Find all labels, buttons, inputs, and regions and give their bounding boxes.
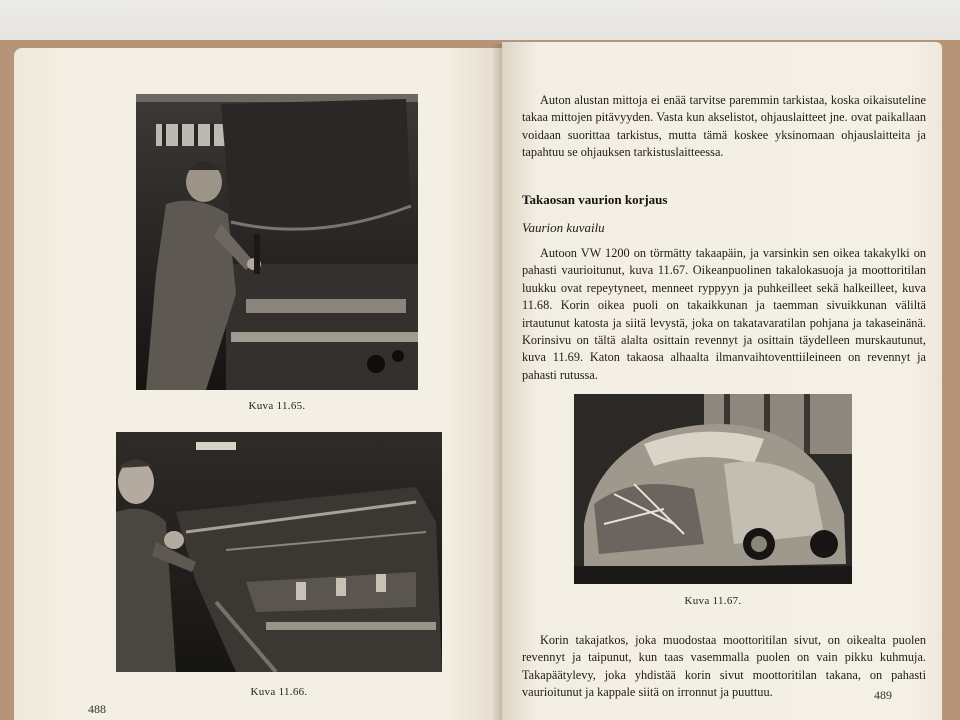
figure-caption: Kuva 11.65. [248, 400, 306, 412]
intro-paragraph-text: Auton alustan mittoja ei enää tarvitse paremmin tarkistaa, koska oikaisuteline takaa mittojen pitävyyden. Vasta kun akselistot, ohjauslaitteet jne. ovat paikallaan voidaan suorittaa tarkistus, mutta tämä koskee yksinomaan ohjauslaitteita ja tapahtuu se ohjauksen tarkistuslaitteessa. [522, 93, 926, 160]
figure-caption: Kuva 11.66. [250, 686, 308, 698]
page-number: 488 [88, 702, 106, 716]
closing-paragraph [522, 632, 926, 702]
figure-photo-11-66 [116, 432, 442, 672]
figure-caption: Kuva 11.67. [684, 595, 742, 607]
closing-paragraph-text: Korin takajatkos, joka muodostaa moottoritilan sivut, on oikealta puolen revennyt ja taipunut, kun taas vasemmalla puolen on vain pikku kuhmuja. Takapäätylevy, joka yhdistää korin sivut moottoritilan takana, on pahasti vaurioitunut ja kappale siitä on irronnut ja puuttuu. [522, 633, 926, 700]
figure-photo-11-65 [136, 94, 418, 390]
description-paragraph [522, 245, 926, 384]
page-number: 489 [874, 688, 892, 702]
figure-photo-11-67 [574, 394, 852, 584]
mechanic-repairing-car-body-photo [136, 94, 418, 390]
mechanic-inspecting-damaged-frame-photo [116, 432, 442, 672]
right-page [502, 42, 942, 720]
left-page [14, 48, 502, 720]
section-heading: Takaosan vaurion korjaus [522, 192, 668, 207]
intro-paragraph [522, 92, 926, 162]
crashed-vw-beetle-photo [574, 394, 852, 584]
subsection-heading: Vaurion kuvailu [522, 220, 605, 235]
description-paragraph-text: Autoon VW 1200 on törmätty takaapäin, ja varsinkin sen oikea takakylki on pahasti vaurioitunut, kuva 11.67. Oikeanpuolinen takalokasuoja ja moottoritilan luukku ovat repeytyneet, menneet ryppyyn ja puhkeilleet sekä halkeilleet, kuva 11.68. Korin oikea puoli on takaikkunan ja taemman sivuikkunan väliltä irtautunut katosta ja siitä levystä, joka on takatavaratilan pohjana ja takaseinänä. Korinsivu on tältä alalta osittain revennyt ja osittain täydelleen murskautunut, kuva 11.69. Katon takaosa alhaalta ilmanvaihtoventtiileineen on revennyt ja pahasti rutussa. [522, 246, 926, 382]
